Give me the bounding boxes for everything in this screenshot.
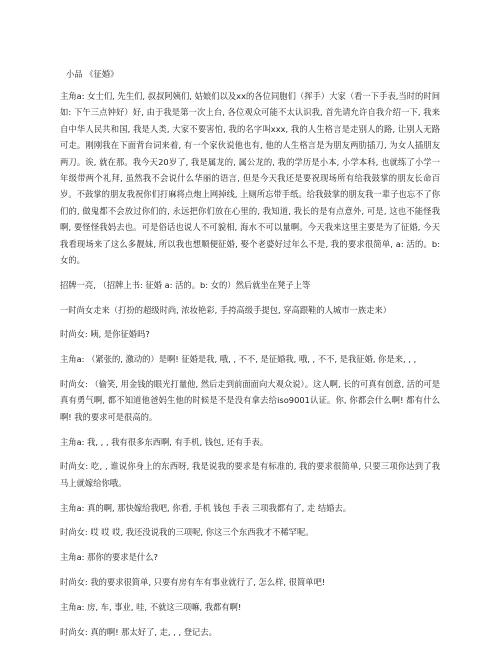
paragraph: 招牌一亮, （招牌上书: 征婚 a: 活的。b: 女的）然后就坐在凳子上等	[60, 279, 311, 290]
paragraph: 主角a: 房, 车, 事业, 哇, 不就这三项嘛, 我都有啊!	[60, 601, 242, 612]
paragraph: 时尚女: 真的啊! 那太好了, 走, , , 登记去。	[60, 626, 217, 637]
paragraph: 主角a: 女士们, 先生们, 叔叔阿姨们, 姑娘们以及xx的各位同胞们（挥手）大家（看一下手表,当时的时间如: 下午三点钟好）好, 由于我是第一次上台, 各位观众可能不太认识我, 首先请允许自我介绍一下, 我来自中华人民共和国, 我是人类, 大家不要害怕, 我的名字叫xxx, 我的人生格言是走别人的路, 让别人无路可走。刚刚我在下面背台词来着, 有一个家伙说他也有, 他的人生格言是为朋友两肋插刀, 为女人插朋友两刀。诶, 就在那。我今天20岁了, 我是属龙的, 属公龙的, 我的学历是小本, 小学本科, 也就练了小学一年级带两个礼拜, 虽然我不会说什么华丽的语言, 但是今天我还是要祝现场所有给我鼓掌的朋友长命百岁。不鼓掌的朋友我祝你们打麻将点炮上网掉线, 上厕所忘带手纸。给我鼓掌的朋友我一辈子也忘不了你们的, 做鬼都不会放过你们的, 永远把你们放在心里的, 我知道, 我长的是有点意外, 可是, 这也不能怪我啊, 要怪怪我妈去也。可是俗话也说人不可貌相, 海水不可以量啊。今天我来这里主要是为了征婚, 今天我看现场来了这么多靓妹, 所以我也想顺便征婚, 娶个老婆好过年么不是, 我的要求很简单, a: 活的。b: 女的。	[60, 91, 440, 266]
paragraph: 时尚女: 我的要求很简单, 只要有房有车有事业就行了, 怎么样, 很简单吧!	[60, 577, 326, 588]
paragraph: 主角a: 我, , , 我有很多东西啊, 有手机, 钱包, 还有手表。	[60, 436, 269, 447]
paragraph: 一时尚女走来（打扮的超级时尚, 浓妆艳彩, 手挎高级手提包, 穿高跟鞋的人城市一族走来）	[60, 304, 392, 315]
paragraph: 时尚女: 咦, 是你征婚吗?	[60, 329, 150, 340]
document-body	[60, 88, 440, 648]
paragraph: 时尚女: （偷笑, 用金钱的眼光打量他, 然后走到前面面向大观众说）。这人啊, 长的可真有创意, 活的可是真有勇气啊, 都不知道他爸妈生他的时候是不是没有拿去给iso9001认证。你, 你都会什么啊! 都有什么啊! 我的要求可是很高的。	[60, 379, 440, 422]
document-title: 小品 《征婚》	[66, 69, 119, 79]
paragraph: 时尚女: 哎 哎 哎, 我还没说我的三项呢, 你这三个东西我才不稀罕呢。	[60, 527, 314, 538]
paragraph: 时尚女: 吃, , 谁说你身上的东西呀, 我是说我的要求是有标准的, 我的要求很简单, 只要三项你达到了我马上就嫁给你哦。	[60, 461, 440, 488]
paragraph: 主角a: 那你的要求是什么?	[60, 552, 158, 563]
paragraph: 主角a: 真的啊, 那快嫁给我吧, 你看, 手机 钱包 手表 三项我都有了, 走 结婚去。	[60, 502, 352, 513]
paragraph: 主角a: （紧张的, 激动的）是啊! 征婚是我, 哦, , 不不, 是征婚我, 哦, , 不不, 是我征婚, 你是来, , ,	[60, 354, 417, 365]
